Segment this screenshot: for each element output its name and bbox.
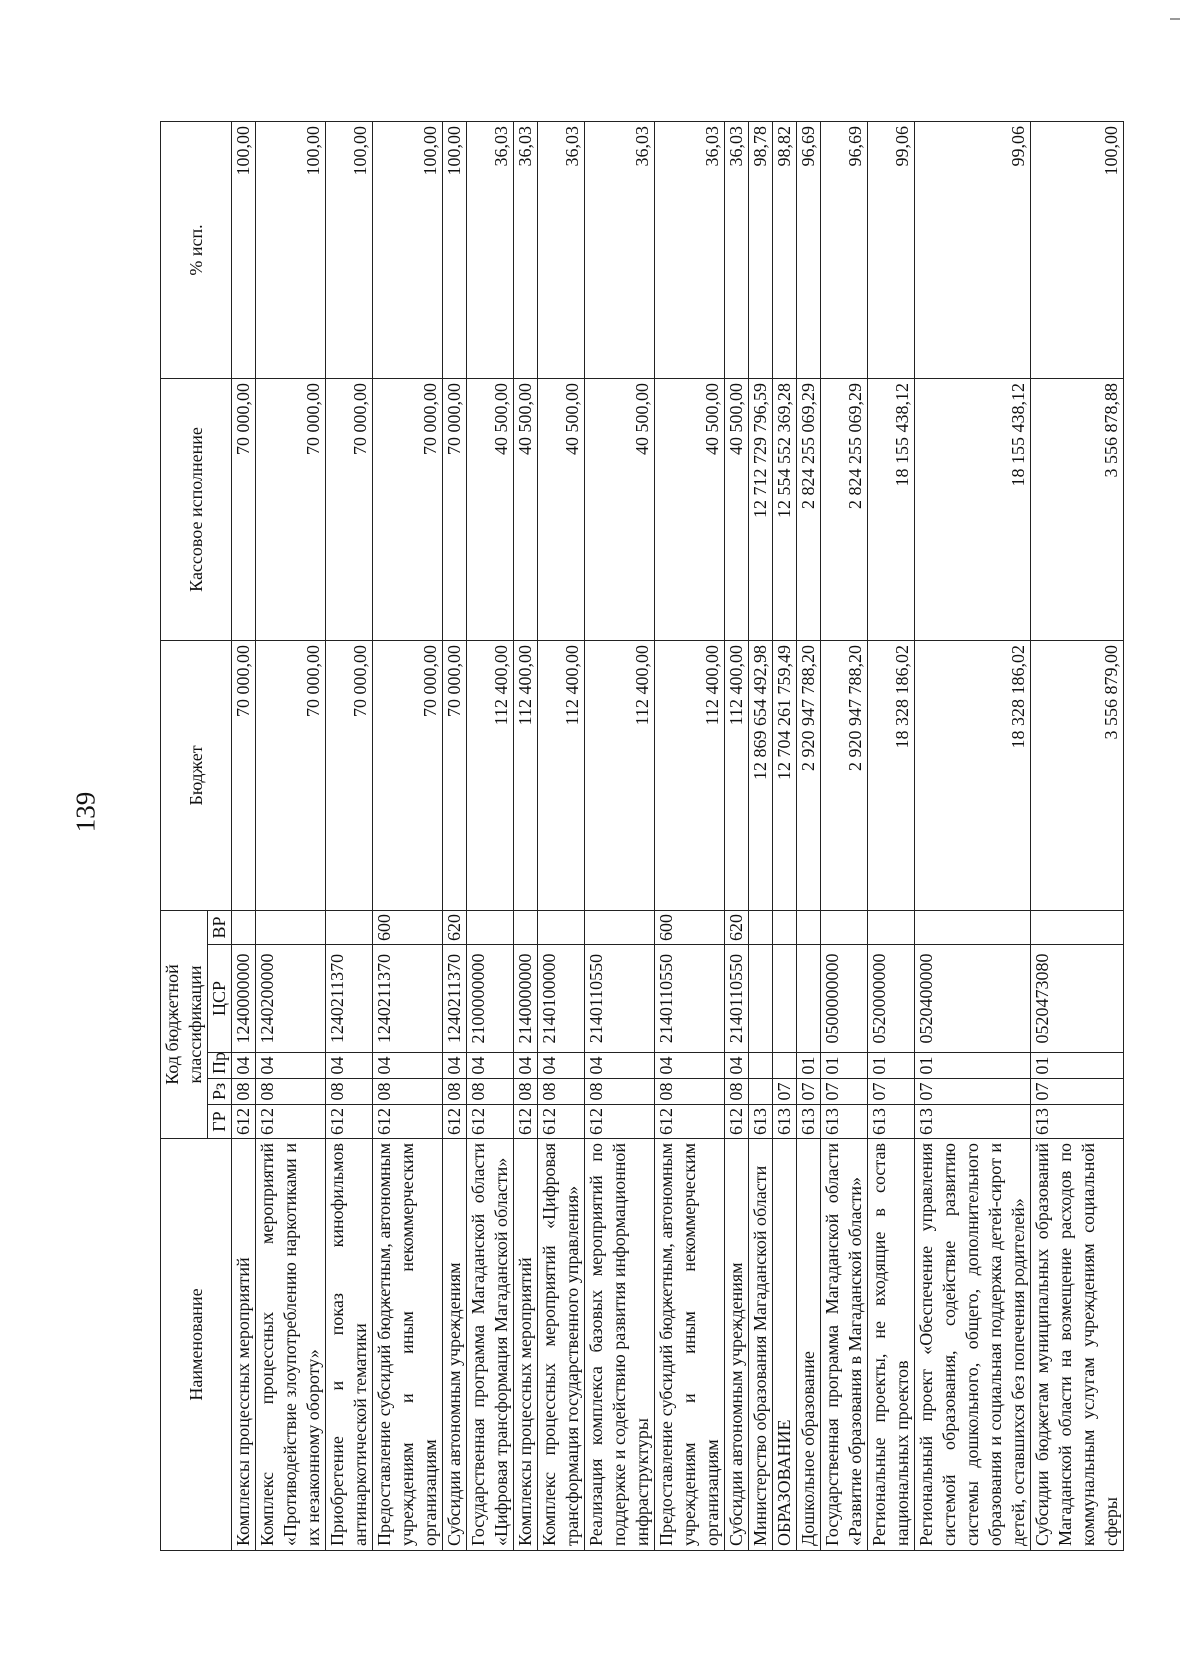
row-pct: 96,69 xyxy=(797,121,821,378)
row-rz: 07 xyxy=(797,1079,821,1105)
row-pct: 98,78 xyxy=(749,121,773,378)
row-pct: 99,06 xyxy=(868,121,915,378)
row-gr: 612 xyxy=(256,1105,326,1139)
row-csr: 0520000000 xyxy=(868,945,915,1053)
header-vr: ВР xyxy=(208,910,232,944)
row-rz: 08 xyxy=(232,1079,256,1105)
row-cash: 12 554 552 369,28 xyxy=(773,378,797,640)
budget-execution-table xyxy=(160,121,1124,1551)
table-row xyxy=(373,121,443,1550)
row-name: Региональные проекты, не входящие в состав национальных проектов xyxy=(868,1139,915,1551)
row-cash: 70 000,00 xyxy=(256,378,326,640)
row-rz: 08 xyxy=(725,1079,749,1105)
table-row xyxy=(585,121,655,1550)
row-gr: 612 xyxy=(655,1105,725,1139)
row-budget: 112 400,00 xyxy=(467,640,514,910)
row-vr: 620 xyxy=(725,910,749,944)
row-vr xyxy=(232,910,256,944)
row-csr: 2100000000 xyxy=(467,945,514,1053)
row-pr: 04 xyxy=(232,1053,256,1079)
row-cash: 40 500,00 xyxy=(655,378,725,640)
row-pr: 04 xyxy=(256,1053,326,1079)
table-row xyxy=(232,121,256,1550)
row-cash: 18 155 438,12 xyxy=(915,378,1031,640)
row-pr: 04 xyxy=(373,1053,443,1079)
header-pr: Пр xyxy=(208,1053,232,1079)
row-pct: 36,03 xyxy=(467,121,514,378)
row-rz: 07 xyxy=(915,1079,1031,1105)
row-pr: 04 xyxy=(467,1053,514,1079)
row-rz xyxy=(749,1079,773,1105)
row-pr: 01 xyxy=(868,1053,915,1079)
row-csr xyxy=(749,945,773,1053)
row-name: Комплексы процессных мероприятий xyxy=(514,1139,538,1551)
table-row xyxy=(749,121,773,1550)
row-budget: 70 000,00 xyxy=(256,640,326,910)
row-name: Предоставление субсидий бюджетным, автономным учреждениям и иным некоммерческим организациям xyxy=(373,1139,443,1551)
row-pct: 36,03 xyxy=(538,121,585,378)
row-cash: 2 824 255 069,29 xyxy=(797,378,821,640)
table-row xyxy=(1031,121,1124,1550)
table-row xyxy=(326,121,373,1550)
row-gr: 612 xyxy=(373,1105,443,1139)
row-pr: 04 xyxy=(514,1053,538,1079)
row-budget: 12 704 261 759,49 xyxy=(773,640,797,910)
row-cash: 3 556 878,88 xyxy=(1031,378,1124,640)
row-pct: 100,00 xyxy=(232,121,256,378)
row-gr: 613 xyxy=(797,1105,821,1139)
table-row xyxy=(773,121,797,1550)
row-name: Субсидии автономным учреждениям xyxy=(725,1139,749,1551)
row-vr: 600 xyxy=(655,910,725,944)
scan-mark xyxy=(1170,18,1180,20)
row-csr: 2140110550 xyxy=(655,945,725,1053)
table-row xyxy=(443,121,467,1550)
table-row xyxy=(256,121,326,1550)
row-rz: 07 xyxy=(868,1079,915,1105)
row-csr xyxy=(797,945,821,1053)
row-cash: 70 000,00 xyxy=(373,378,443,640)
row-pr xyxy=(749,1053,773,1079)
row-budget: 112 400,00 xyxy=(514,640,538,910)
row-rz: 08 xyxy=(443,1079,467,1105)
row-pct: 100,00 xyxy=(373,121,443,378)
row-rz: 08 xyxy=(585,1079,655,1105)
row-csr: 2140000000 xyxy=(514,945,538,1053)
row-vr: 620 xyxy=(443,910,467,944)
row-name: Министерство образования Магаданской области xyxy=(749,1139,773,1551)
row-budget: 18 328 186,02 xyxy=(915,640,1031,910)
row-gr: 612 xyxy=(585,1105,655,1139)
row-rz: 08 xyxy=(256,1079,326,1105)
row-budget: 3 556 879,00 xyxy=(1031,640,1124,910)
row-pr xyxy=(773,1053,797,1079)
table-row xyxy=(467,121,514,1550)
row-pr: 01 xyxy=(821,1053,868,1079)
page-number: 139 xyxy=(70,791,101,833)
row-pct: 100,00 xyxy=(326,121,373,378)
row-pct: 100,00 xyxy=(256,121,326,378)
row-budget: 70 000,00 xyxy=(232,640,256,910)
row-pct: 100,00 xyxy=(1031,121,1124,378)
row-csr: 1240211370 xyxy=(326,945,373,1053)
row-pr: 04 xyxy=(326,1053,373,1079)
row-rz: 08 xyxy=(326,1079,373,1105)
row-rz: 08 xyxy=(467,1079,514,1105)
row-budget: 112 400,00 xyxy=(655,640,725,910)
row-name: Государственная программа Магаданской области «Развитие образования в Магаданской области» xyxy=(821,1139,868,1551)
table-row xyxy=(538,121,585,1550)
table-body xyxy=(232,121,1124,1550)
row-budget: 2 920 947 788,20 xyxy=(821,640,868,910)
row-pct: 99,06 xyxy=(915,121,1031,378)
row-gr: 613 xyxy=(1031,1105,1124,1139)
row-cash: 40 500,00 xyxy=(725,378,749,640)
row-budget: 112 400,00 xyxy=(585,640,655,910)
header-rz: Рз xyxy=(208,1079,232,1105)
row-csr: 0520400000 xyxy=(915,945,1031,1053)
row-cash: 18 155 438,12 xyxy=(868,378,915,640)
row-cash: 70 000,00 xyxy=(326,378,373,640)
row-vr xyxy=(821,910,868,944)
row-pr: 04 xyxy=(725,1053,749,1079)
row-name: Комплекс процессных мероприятий «Противодействие злоупотреблению наркотиками и их незаконному обороту» xyxy=(256,1139,326,1551)
row-csr: 1240211370 xyxy=(373,945,443,1053)
row-pr: 04 xyxy=(655,1053,725,1079)
row-rz: 08 xyxy=(373,1079,443,1105)
row-gr: 613 xyxy=(749,1105,773,1139)
row-pr: 04 xyxy=(443,1053,467,1079)
row-gr: 612 xyxy=(443,1105,467,1139)
row-gr: 612 xyxy=(725,1105,749,1139)
row-name: Приобретение и показ кинофильмов антинаркотической тематики xyxy=(326,1139,373,1551)
row-vr xyxy=(585,910,655,944)
row-rz: 07 xyxy=(1031,1079,1124,1105)
row-vr xyxy=(514,910,538,944)
row-vr xyxy=(1031,910,1124,944)
row-gr: 613 xyxy=(868,1105,915,1139)
row-cash: 40 500,00 xyxy=(514,378,538,640)
header-budget: Бюджет xyxy=(161,640,232,910)
row-name: Государственная программа Магаданской области «Цифровая трансформация Магаданской области» xyxy=(467,1139,514,1551)
row-cash: 70 000,00 xyxy=(232,378,256,640)
table-row xyxy=(915,121,1031,1550)
row-csr xyxy=(773,945,797,1053)
row-csr: 0500000000 xyxy=(821,945,868,1053)
table-row xyxy=(514,121,538,1550)
row-name: Комплекс процессных мероприятий «Цифровая трансформация государственного управления» xyxy=(538,1139,585,1551)
row-name: ОБРАЗОВАНИЕ xyxy=(773,1139,797,1551)
row-pr: 04 xyxy=(585,1053,655,1079)
row-budget: 12 869 654 492,98 xyxy=(749,640,773,910)
row-csr: 0520473080 xyxy=(1031,945,1124,1053)
row-gr: 612 xyxy=(467,1105,514,1139)
row-name: Комплексы процессных мероприятий xyxy=(232,1139,256,1551)
row-vr xyxy=(538,910,585,944)
row-name: Предоставление субсидий бюджетным, автономным учреждениям и иным некоммерческим организациям xyxy=(655,1139,725,1551)
row-cash: 40 500,00 xyxy=(467,378,514,640)
row-pct: 36,03 xyxy=(514,121,538,378)
row-cash: 40 500,00 xyxy=(585,378,655,640)
row-csr: 2140100000 xyxy=(538,945,585,1053)
row-rz: 08 xyxy=(538,1079,585,1105)
row-pct: 100,00 xyxy=(443,121,467,378)
row-vr xyxy=(256,910,326,944)
row-name: Реализация комплекса базовых мероприятий по поддержке и содействию развития информационной инфраструктуры xyxy=(585,1139,655,1551)
row-pr: 04 xyxy=(538,1053,585,1079)
row-name: Субсидии автономным учреждениям xyxy=(443,1139,467,1551)
row-csr: 2140110550 xyxy=(585,945,655,1053)
row-budget: 18 328 186,02 xyxy=(868,640,915,910)
table-row xyxy=(725,121,749,1550)
row-rz: 08 xyxy=(514,1079,538,1105)
row-gr: 612 xyxy=(326,1105,373,1139)
row-pr: 01 xyxy=(797,1053,821,1079)
row-rz: 07 xyxy=(773,1079,797,1105)
header-cash: Кассовое исполнение xyxy=(161,378,232,640)
row-name: Субсидии бюджетам муниципальных образований Магаданской области на возмещение расходов по коммунальным услугам учреждениям социальной сферы xyxy=(1031,1139,1124,1551)
row-vr xyxy=(749,910,773,944)
row-pct: 36,03 xyxy=(585,121,655,378)
header-pct: % исп. xyxy=(161,121,232,378)
row-rz: 08 xyxy=(655,1079,725,1105)
row-vr xyxy=(326,910,373,944)
row-pct: 36,03 xyxy=(655,121,725,378)
row-budget: 70 000,00 xyxy=(326,640,373,910)
row-budget: 70 000,00 xyxy=(373,640,443,910)
header-csr: ЦСР xyxy=(208,945,232,1053)
rotated-table-container xyxy=(160,122,1121,1551)
row-csr: 2140110550 xyxy=(725,945,749,1053)
row-gr: 612 xyxy=(538,1105,585,1139)
row-vr xyxy=(773,910,797,944)
row-pct: 36,03 xyxy=(725,121,749,378)
row-pct: 98,82 xyxy=(773,121,797,378)
row-gr: 613 xyxy=(821,1105,868,1139)
row-vr xyxy=(915,910,1031,944)
table-row xyxy=(655,121,725,1550)
row-gr: 613 xyxy=(773,1105,797,1139)
row-name: Региональный проект «Обеспечение управления системой образования, содействие развитию системы дошкольного, общего, дополнительного образования и социальная поддержка детей-сирот и детей, оставшихся без попечения родителей» xyxy=(915,1139,1031,1551)
header-gr: ГР xyxy=(208,1105,232,1139)
row-gr: 613 xyxy=(915,1105,1031,1139)
header-name: Наименование xyxy=(161,1139,232,1551)
row-vr xyxy=(868,910,915,944)
row-cash: 70 000,00 xyxy=(443,378,467,640)
row-cash: 12 712 729 796,59 xyxy=(749,378,773,640)
table-row xyxy=(868,121,915,1550)
row-cash: 40 500,00 xyxy=(538,378,585,640)
row-csr: 1240000000 xyxy=(232,945,256,1053)
row-pr: 01 xyxy=(1031,1053,1124,1079)
header-code-group: Код бюджетной классификации xyxy=(161,910,208,1138)
row-pr: 01 xyxy=(915,1053,1031,1079)
row-csr: 1240211370 xyxy=(443,945,467,1053)
row-budget: 112 400,00 xyxy=(725,640,749,910)
row-gr: 612 xyxy=(232,1105,256,1139)
row-cash: 2 824 255 069,29 xyxy=(821,378,868,640)
row-pct: 96,69 xyxy=(821,121,868,378)
row-budget: 70 000,00 xyxy=(443,640,467,910)
table-row xyxy=(821,121,868,1550)
row-csr: 1240200000 xyxy=(256,945,326,1053)
row-vr: 600 xyxy=(373,910,443,944)
row-name: Дошкольное образование xyxy=(797,1139,821,1551)
row-gr: 612 xyxy=(514,1105,538,1139)
row-budget: 2 920 947 788,20 xyxy=(797,640,821,910)
row-rz: 07 xyxy=(821,1079,868,1105)
row-vr xyxy=(467,910,514,944)
row-budget: 112 400,00 xyxy=(538,640,585,910)
row-vr xyxy=(797,910,821,944)
table-row xyxy=(797,121,821,1550)
